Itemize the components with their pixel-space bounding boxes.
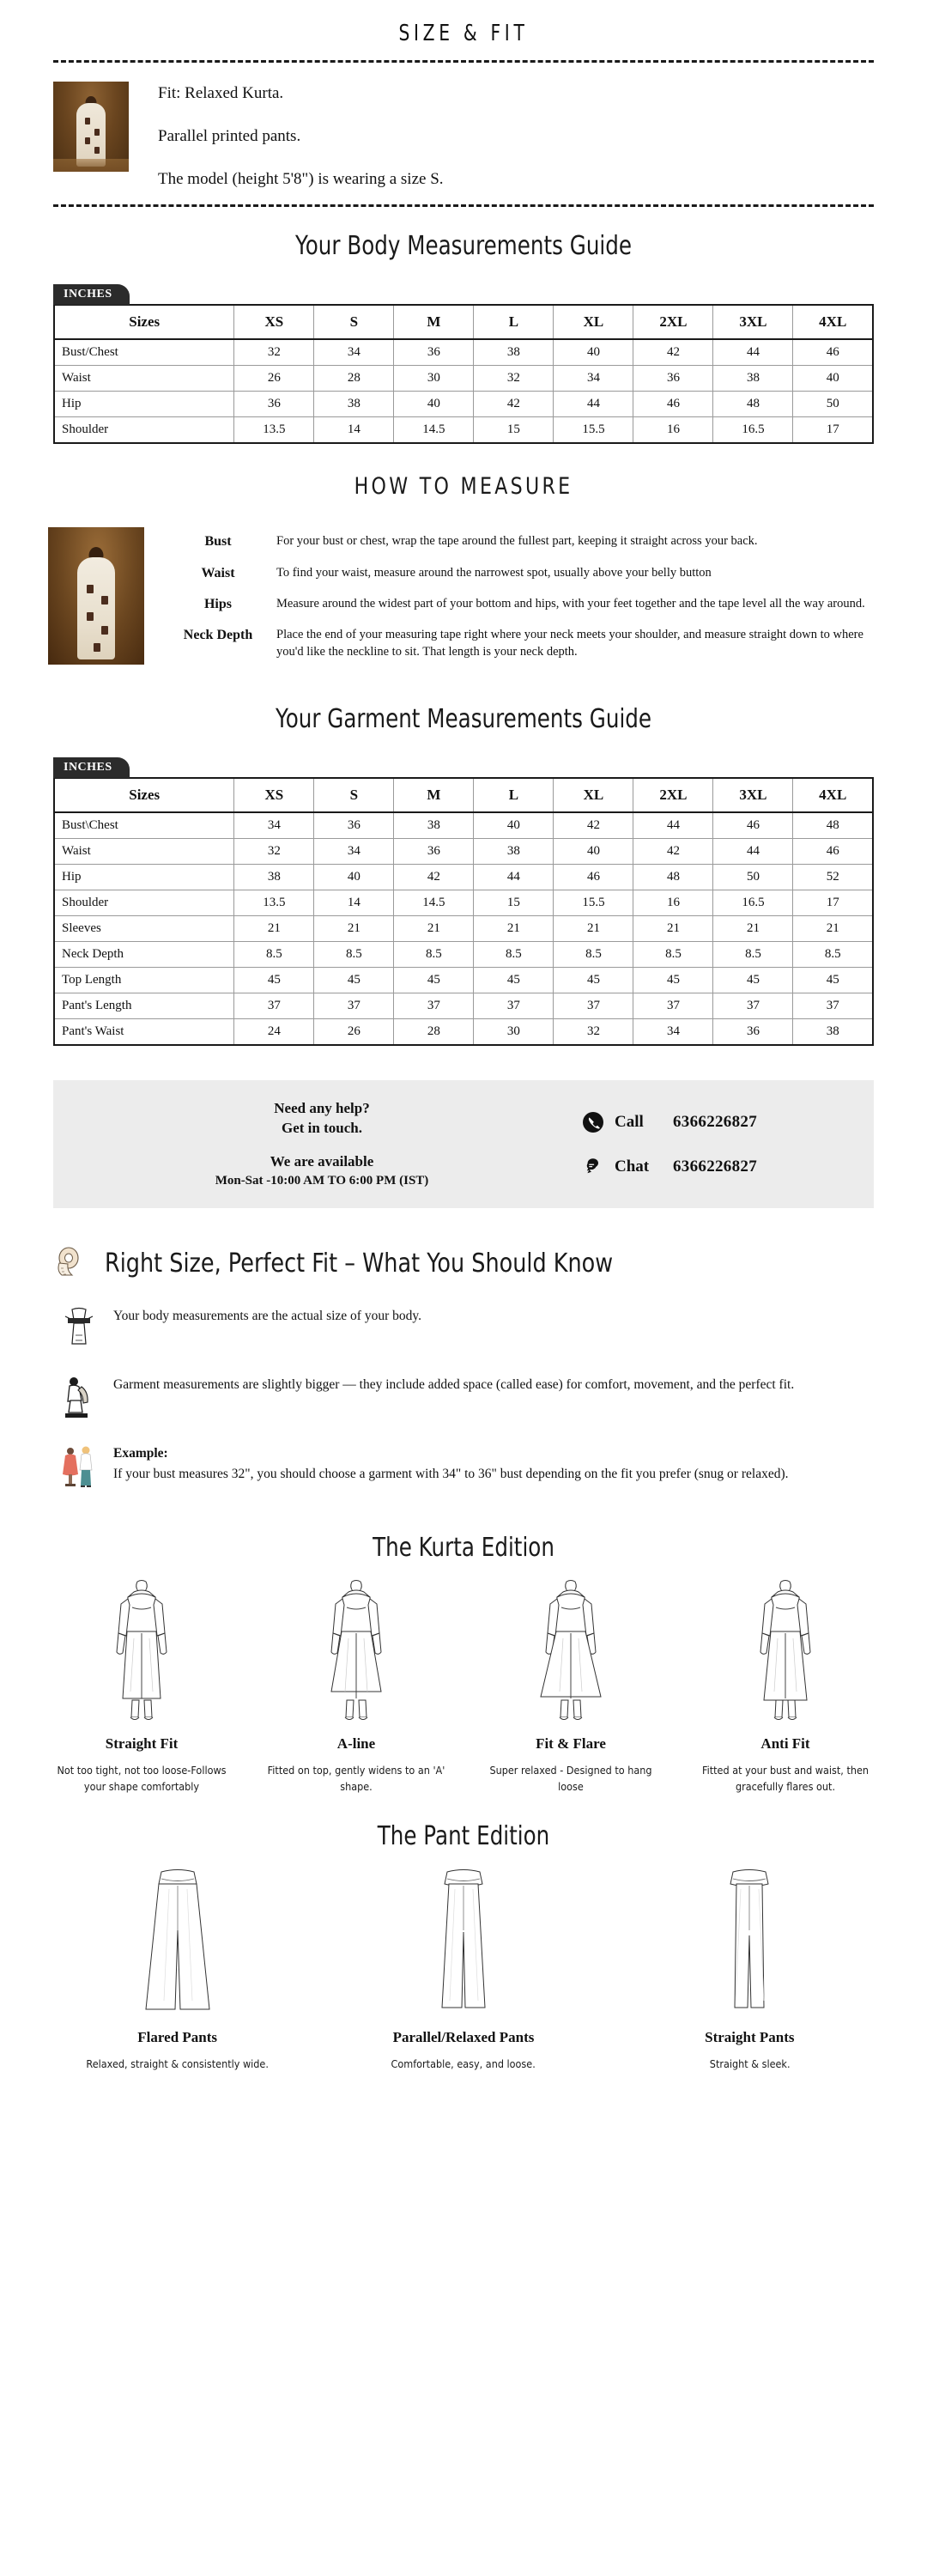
garment-cell: 13.5 [234, 890, 314, 916]
body-cell: 32 [474, 366, 554, 392]
garment-cell: 52 [793, 865, 873, 890]
garment-row-label: Hip [54, 865, 234, 890]
garment-cell: 45 [234, 968, 314, 993]
kurta-fit-card [34, 1578, 249, 1795]
body-cell: 46 [793, 339, 873, 366]
body-cell: 44 [713, 339, 793, 366]
body-row-label: Shoulder [54, 417, 234, 444]
chat-row[interactable] [582, 1156, 865, 1178]
table-row [54, 839, 873, 865]
body-cell: 28 [314, 366, 394, 392]
body-col-header: 2XL [633, 305, 713, 339]
garment-row-label: Sleeves [54, 916, 234, 942]
example-label: Example: [113, 1446, 168, 1461]
kurta-fit-figure [254, 1578, 458, 1728]
garment-cell: 30 [474, 1019, 554, 1046]
garment-row-label: Pant's Waist [54, 1019, 234, 1046]
pant-fit-figure [621, 1863, 879, 2022]
garment-cell: 34 [633, 1019, 713, 1046]
garment-cell: 17 [793, 890, 873, 916]
garment-cell: 42 [554, 812, 633, 839]
body-cell: 17 [793, 417, 873, 444]
call-number[interactable]: 6366226827 [673, 1112, 757, 1131]
garment-cell: 40 [314, 865, 394, 890]
body-cell: 16.5 [713, 417, 793, 444]
kurta-fit-description: Fitted at your bust and waist, then gracefully flares out. [701, 1764, 869, 1794]
help-box [53, 1080, 874, 1208]
note-2-text: Garment measurements are slightly bigger — they include added space (called ease) for comfort, movement, and the perfect fit. [113, 1377, 795, 1393]
garment-col-header: Sizes [54, 778, 234, 812]
fit-line-3: The model (height 5'8") is wearing a size S. [158, 169, 444, 188]
measure-rows [167, 527, 874, 660]
garment-cell: 37 [394, 993, 474, 1019]
body-cell: 40 [394, 392, 474, 417]
garment-cell: 32 [554, 1019, 633, 1046]
note-1-text: Your body measurements are the actual size of your body. [113, 1309, 421, 1324]
measuring-tape-icon [53, 1246, 91, 1280]
measure-item-text: For your bust or chest, wrap the tape around the fullest part, keeping it straight across your back. [276, 534, 758, 549]
garment-cell: 21 [713, 916, 793, 942]
fit-line-1: Fit: Relaxed Kurta. [158, 84, 284, 102]
garment-cell: 40 [474, 812, 554, 839]
garment-cell: 46 [554, 865, 633, 890]
garment-row-label: Shoulder [54, 890, 234, 916]
right-size-header [0, 1246, 927, 1280]
body-cell: 36 [394, 339, 474, 366]
body-cell: 38 [474, 339, 554, 366]
garment-col-header: M [394, 778, 474, 812]
garment-cell: 45 [554, 968, 633, 993]
help-heading-line1: Need any help? [274, 1100, 370, 1117]
garment-cell: 8.5 [793, 942, 873, 968]
kurta-edition-grid [0, 1578, 927, 1795]
kurta-fit-description: Super relaxed - Designed to hang loose [489, 1764, 652, 1794]
kurta-fit-card [249, 1578, 464, 1795]
example-text-block [113, 1443, 874, 1484]
mannequin-fitting-icon [60, 1443, 98, 1490]
garment-col-header: L [474, 778, 554, 812]
body-cell: 46 [633, 392, 713, 417]
body-cell: 42 [474, 392, 554, 417]
body-cell: 34 [314, 339, 394, 366]
garment-cell: 14 [314, 890, 394, 916]
kurta-fit-description: Fitted on top, gently widens to an 'A' shape. [267, 1764, 445, 1794]
chat-number[interactable]: 6366226827 [673, 1157, 757, 1176]
garment-row-label: Bust\Chest [54, 812, 234, 839]
kurta-fit-name: Fit & Flare [536, 1735, 606, 1753]
pant-fit-description: Relaxed, straight & consistently wide. [86, 2057, 269, 2070]
garment-cell: 44 [713, 839, 793, 865]
chat-label: Chat [615, 1157, 650, 1176]
body-col-header: 4XL [793, 305, 873, 339]
garment-cell: 15 [474, 890, 554, 916]
garment-cell: 48 [633, 865, 713, 890]
garment-cell: 37 [234, 993, 314, 1019]
garment-cell: 21 [633, 916, 713, 942]
help-contact-block [582, 1111, 865, 1178]
body-cell: 36 [633, 366, 713, 392]
body-row-label: Hip [54, 392, 234, 417]
garment-cell: 42 [633, 839, 713, 865]
garment-cell: 48 [793, 812, 873, 839]
garment-cell: 37 [314, 993, 394, 1019]
body-measurements-table-wrap [0, 283, 927, 444]
table-row [54, 417, 873, 444]
call-row[interactable] [582, 1111, 865, 1133]
measure-item-text: Place the end of your measuring tape right where your neck meets your shoulder, and measure straight down to where you'd like the neckline to sit. That length is your neck depth. [276, 628, 863, 659]
body-col-header: XS [234, 305, 314, 339]
body-cell: 38 [314, 392, 394, 417]
garment-measurements-table [53, 777, 874, 1046]
garment-cell: 45 [793, 968, 873, 993]
table-header-row [54, 778, 873, 812]
garment-cell: 37 [474, 993, 554, 1019]
measure-item [167, 532, 874, 550]
help-text-block [62, 1099, 582, 1189]
measure-model-image [48, 527, 144, 665]
garment-row-label: Waist [54, 839, 234, 865]
garment-cell: 21 [554, 916, 633, 942]
body-unit-badge: INCHES [53, 284, 130, 305]
phone-icon [582, 1111, 604, 1133]
garment-cell: 21 [234, 916, 314, 942]
kurta-fit-name: Straight Fit [105, 1735, 179, 1753]
garment-cell: 45 [633, 968, 713, 993]
body-cell: 40 [793, 366, 873, 392]
body-guide-title: Your Body Measurements Guide [294, 231, 633, 262]
body-cell: 50 [793, 392, 873, 417]
garment-cell: 36 [394, 839, 474, 865]
garment-col-header: XL [554, 778, 633, 812]
pant-edition-title: The Pant Edition [377, 1820, 550, 1851]
pant-fit-card [607, 1863, 893, 2073]
garment-col-header: 2XL [633, 778, 713, 812]
body-col-header: S [314, 305, 394, 339]
garment-cell: 37 [793, 993, 873, 1019]
garment-cell: 15.5 [554, 890, 633, 916]
fit-description-list [158, 82, 444, 189]
how-to-measure-block [0, 527, 927, 665]
measure-item [167, 595, 874, 612]
garment-cell: 34 [234, 812, 314, 839]
help-heading-line2: Get in touch. [282, 1120, 362, 1137]
table-row [54, 812, 873, 839]
note-body-measurements [0, 1306, 927, 1352]
table-row [54, 968, 873, 993]
garment-cell: 16.5 [713, 890, 793, 916]
tailor-icon [60, 1375, 98, 1421]
garment-cell: 38 [234, 865, 314, 890]
body-cell: 14.5 [394, 417, 474, 444]
garment-cell: 14.5 [394, 890, 474, 916]
garment-cell: 21 [793, 916, 873, 942]
kurta-fit-description: Not too tight, not too loose-Follows your shape comfortably [57, 1764, 227, 1794]
garment-cell: 21 [474, 916, 554, 942]
garment-cell: 45 [713, 968, 793, 993]
garment-cell: 36 [713, 1019, 793, 1046]
body-col-header: XL [554, 305, 633, 339]
garment-cell: 45 [394, 968, 474, 993]
kurta-fit-card [678, 1578, 893, 1795]
garment-cell: 38 [394, 812, 474, 839]
garment-cell: 28 [394, 1019, 474, 1046]
body-cell: 15 [474, 417, 554, 444]
garment-row-label: Pant's Length [54, 993, 234, 1019]
garment-cell: 42 [394, 865, 474, 890]
kurta-fit-card [464, 1578, 678, 1795]
body-measurements-table [53, 304, 874, 444]
body-row-label: Bust/Chest [54, 339, 234, 366]
measure-item-label: Hips [203, 597, 232, 612]
garment-cell: 21 [394, 916, 474, 942]
garment-guide-title: Your Garment Measurements Guide [275, 704, 652, 735]
pant-fit-name: Straight Pants [705, 2028, 795, 2045]
pant-fit-description: Straight & sleek. [709, 2057, 791, 2070]
garment-cell: 8.5 [394, 942, 474, 968]
body-col-header: Sizes [54, 305, 234, 339]
waist-measure-icon [60, 1306, 98, 1352]
garment-cell: 46 [713, 812, 793, 839]
garment-col-header: 4XL [793, 778, 873, 812]
garment-cell: 16 [633, 890, 713, 916]
garment-cell: 8.5 [713, 942, 793, 968]
measure-item [167, 564, 874, 581]
table-row [54, 392, 873, 417]
body-cell: 34 [554, 366, 633, 392]
table-row [54, 366, 873, 392]
pant-edition-grid [0, 1863, 927, 2073]
model-thumbnail-image [53, 82, 129, 172]
table-row [54, 993, 873, 1019]
garment-col-header: S [314, 778, 394, 812]
measure-item [167, 626, 874, 660]
garment-cell: 8.5 [314, 942, 394, 968]
help-available-line1: We are available [270, 1153, 374, 1170]
page-title: SIZE & FIT [398, 21, 529, 46]
garment-cell: 36 [314, 812, 394, 839]
body-col-header: 3XL [713, 305, 793, 339]
note-garment-measurements [0, 1375, 927, 1421]
measure-item-label: Waist [201, 565, 235, 580]
measure-item-label: Bust [204, 534, 232, 550]
table-row [54, 865, 873, 890]
kurta-illustration [94, 1578, 189, 1728]
chat-icon [582, 1156, 604, 1178]
garment-cell: 34 [314, 839, 394, 865]
body-col-header: L [474, 305, 554, 339]
garment-cell: 45 [314, 968, 394, 993]
pant-illustration [416, 1863, 511, 2022]
body-cell: 44 [554, 392, 633, 417]
body-cell: 32 [234, 339, 314, 366]
pant-illustration [130, 1863, 225, 2022]
body-cell: 38 [713, 366, 793, 392]
garment-cell: 50 [713, 865, 793, 890]
garment-cell: 37 [633, 993, 713, 1019]
garment-cell: 45 [474, 968, 554, 993]
kurta-illustration [738, 1578, 833, 1728]
body-col-header: M [394, 305, 474, 339]
table-header-row [54, 305, 873, 339]
garment-row-label: Top Length [54, 968, 234, 993]
body-cell: 30 [394, 366, 474, 392]
kurta-fit-name: Anti Fit [760, 1735, 810, 1753]
garment-cell: 32 [234, 839, 314, 865]
note-example [0, 1443, 927, 1490]
garment-row-label: Neck Depth [54, 942, 234, 968]
garment-cell: 38 [474, 839, 554, 865]
pant-fit-card [34, 1863, 320, 2073]
pant-illustration [702, 1863, 797, 2022]
call-label: Call [615, 1112, 644, 1131]
table-row [54, 339, 873, 366]
right-size-title: Right Size, Perfect Fit – What You Should Know [105, 1248, 614, 1279]
garment-cell: 8.5 [633, 942, 713, 968]
garment-unit-badge: INCHES [53, 757, 130, 778]
measure-item-text: Measure around the widest part of your bottom and hips, with your feet together and the tape level all the way around. [276, 597, 865, 611]
garment-cell: 26 [314, 1019, 394, 1046]
how-to-measure-title: HOW TO MEASURE [354, 473, 573, 501]
body-cell: 16 [633, 417, 713, 444]
body-row-label: Waist [54, 366, 234, 392]
garment-cell: 38 [793, 1019, 873, 1046]
garment-cell: 21 [314, 916, 394, 942]
kurta-illustration [309, 1578, 403, 1728]
body-cell: 36 [234, 392, 314, 417]
pant-fit-description: Comfortable, easy, and loose. [391, 2057, 536, 2070]
garment-cell: 8.5 [554, 942, 633, 968]
garment-cell: 44 [633, 812, 713, 839]
body-cell: 40 [554, 339, 633, 366]
table-row [54, 1019, 873, 1046]
example-text: If your bust measures 32", you should choose a garment with 34" to 36" bust depending on the fit you prefer (snug or relaxed). [113, 1466, 789, 1481]
pant-fit-name: Parallel/Relaxed Pants [392, 2028, 535, 2045]
table-row [54, 890, 873, 916]
garment-cell: 44 [474, 865, 554, 890]
pant-fit-card [320, 1863, 606, 2073]
garment-col-header: 3XL [713, 778, 793, 812]
garment-col-header: XS [234, 778, 314, 812]
pant-fit-name: Flared Pants [137, 2028, 218, 2045]
kurta-illustration [524, 1578, 618, 1728]
body-cell: 14 [314, 417, 394, 444]
body-cell: 48 [713, 392, 793, 417]
body-cell: 26 [234, 366, 314, 392]
table-row [54, 942, 873, 968]
help-available-line2: Mon-Sat -10:00 AM TO 6:00 PM (IST) [215, 1174, 429, 1188]
fit-line-2: Parallel printed pants. [158, 126, 301, 145]
garment-cell: 8.5 [234, 942, 314, 968]
kurta-fit-figure [683, 1578, 888, 1728]
kurta-edition-title: The Kurta Edition [373, 1533, 554, 1564]
garment-cell: 40 [554, 839, 633, 865]
garment-cell: 46 [793, 839, 873, 865]
garment-measurements-table-wrap [0, 756, 927, 1046]
pant-fit-figure [334, 1863, 592, 2022]
fit-summary [0, 63, 927, 204]
measure-item-label: Neck Depth [183, 628, 253, 643]
kurta-fit-name: A-line [336, 1735, 376, 1753]
pant-fit-figure [48, 1863, 306, 2022]
body-cell: 42 [633, 339, 713, 366]
kurta-fit-figure [39, 1578, 244, 1728]
garment-cell: 24 [234, 1019, 314, 1046]
garment-cell: 37 [554, 993, 633, 1019]
body-cell: 13.5 [234, 417, 314, 444]
kurta-fit-figure [469, 1578, 673, 1728]
body-cell: 15.5 [554, 417, 633, 444]
garment-cell: 8.5 [474, 942, 554, 968]
measure-item-text: To find your waist, measure around the narrowest spot, usually above your belly button [276, 565, 712, 580]
table-row [54, 916, 873, 942]
garment-cell: 37 [713, 993, 793, 1019]
